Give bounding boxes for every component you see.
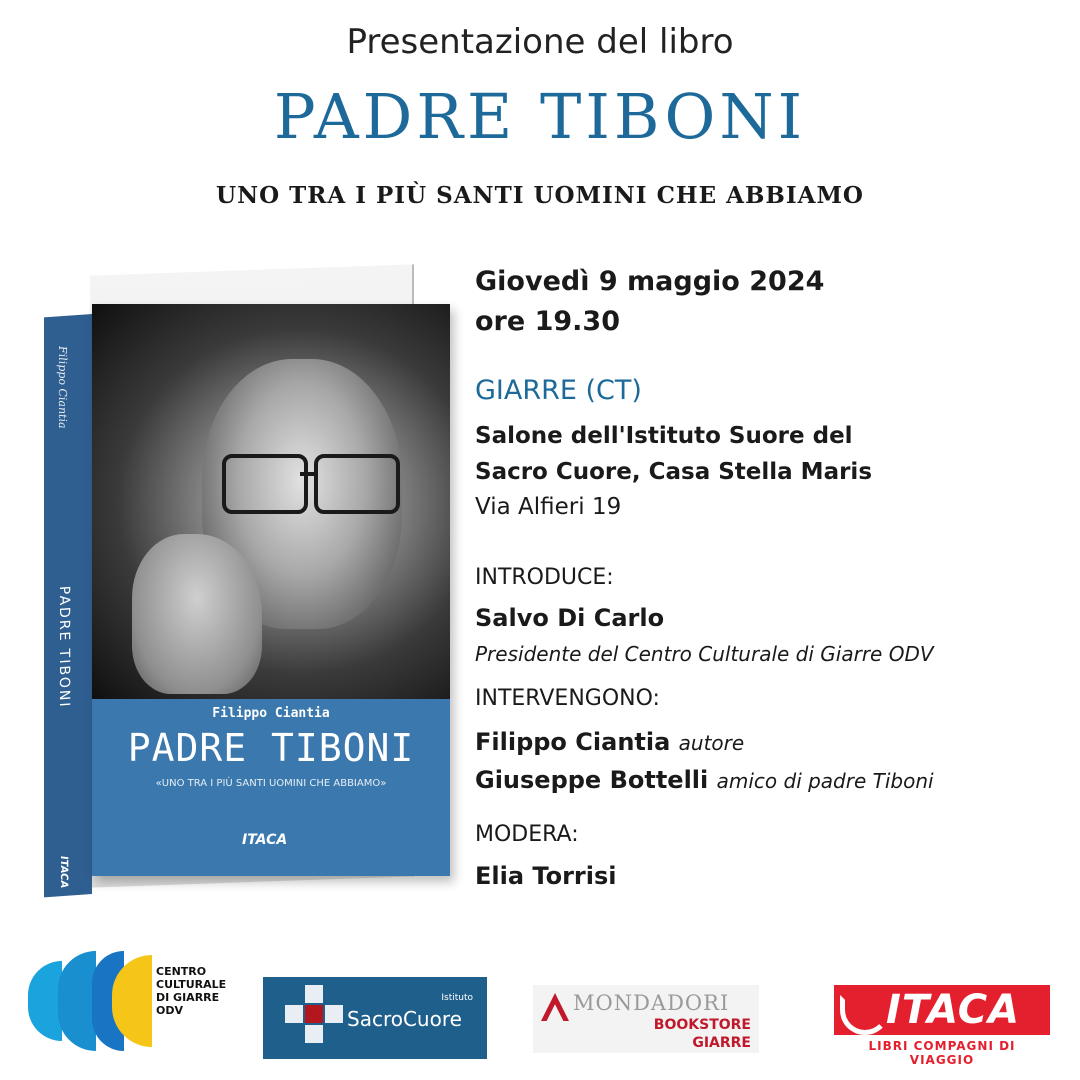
ccg-line-3: DI GIARRE <box>156 991 220 1004</box>
sponsor-logos <box>0 935 1080 1075</box>
portrait-hand <box>132 534 262 694</box>
cover-publisher-logo: ITACA <box>242 832 288 848</box>
venue-line-1: Salone dell'Istituto Suore del <box>475 423 853 449</box>
itaca-name: ITACA <box>886 987 1021 1033</box>
ccg-text <box>156 965 226 1017</box>
mondadori-name: MONDADORI <box>573 991 730 1015</box>
mondadori-sub-1: BOOKSTORE <box>653 1017 751 1033</box>
cross-icon <box>285 1005 345 1025</box>
cover-title: PADRE TIBONI <box>127 726 415 770</box>
book-title: PADRE TIBONI <box>273 80 807 153</box>
sacro-small-text: Istituto <box>441 993 473 1003</box>
event-street: Via Alfieri 19 <box>475 494 622 520</box>
event-datetime <box>475 262 824 342</box>
ccg-bar-2 <box>58 951 96 1051</box>
cover-author: Filippo Ciantia <box>212 706 330 721</box>
book-spine <box>44 314 92 897</box>
event-city: GIARRE (CT) <box>475 375 642 406</box>
modera-label: MODERA: <box>475 822 579 847</box>
ccg-line-1: CENTRO <box>156 965 207 978</box>
spine-logo: ITACA <box>58 855 69 889</box>
venue-line-2: Sacro Cuore, Casa Stella Maris <box>475 459 873 485</box>
book-front-cover <box>92 304 450 876</box>
introduce-label: INTRODUCE: <box>475 565 614 590</box>
itaca-tagline: LIBRI COMPAGNI DI VIAGGIO <box>868 1039 1016 1067</box>
book-subtitle: UNO TRA I PIÙ SANTI UOMINI CHE ABBIAMO <box>216 182 864 209</box>
ccg-line-4: ODV <box>156 1004 183 1017</box>
author-portrait-photo <box>92 304 450 699</box>
introducer-role: Presidente del Centro Culturale di Giarre ODV <box>475 642 934 666</box>
centro-culturale-logo <box>28 951 258 1061</box>
speaker-1 <box>475 728 744 756</box>
moderator-name: Elia Torrisi <box>475 862 617 890</box>
spine-author: Filippo Ciantia <box>56 345 69 429</box>
event-venue <box>475 418 872 490</box>
ccg-line-2: CULTURALE <box>156 978 227 991</box>
spine-title: PADRE TIBONI <box>56 585 72 710</box>
pretitle: Presentazione del libro <box>346 22 734 62</box>
cover-subtitle: «UNO TRA I PIÙ SANTI UOMINI CHE ABBIAMO» <box>155 778 387 789</box>
book-cover-image <box>44 270 414 900</box>
itaca-wave-icon <box>840 995 890 1035</box>
glasses-right-lens <box>314 454 400 514</box>
speaker-1-name: Filippo Ciantia <box>475 728 671 756</box>
introducer-name: Salvo Di Carlo <box>475 604 665 632</box>
mondadori-m-icon <box>541 993 569 1021</box>
mondadori-bookstore-logo <box>533 985 759 1053</box>
speaker-2-name: Giuseppe Bottelli <box>475 766 709 794</box>
itaca-logo <box>834 985 1050 1067</box>
sacro-name: SacroCuore <box>347 1007 462 1031</box>
event-date: Giovedì 9 maggio 2024 <box>475 266 825 297</box>
speaker-1-role: autore <box>678 731 745 755</box>
intervengono-label: INTERVENGONO: <box>475 686 660 711</box>
speaker-2-role: amico di padre Tiboni <box>716 769 934 793</box>
event-time: ore 19.30 <box>475 306 620 337</box>
speaker-2 <box>475 766 934 794</box>
glasses-left-lens <box>222 454 308 514</box>
istituto-sacrocuore-logo <box>263 977 487 1059</box>
mondadori-sub-2: GIARRE <box>692 1035 751 1051</box>
ccg-bar-1 <box>28 961 62 1041</box>
itaca-box <box>834 985 1050 1035</box>
